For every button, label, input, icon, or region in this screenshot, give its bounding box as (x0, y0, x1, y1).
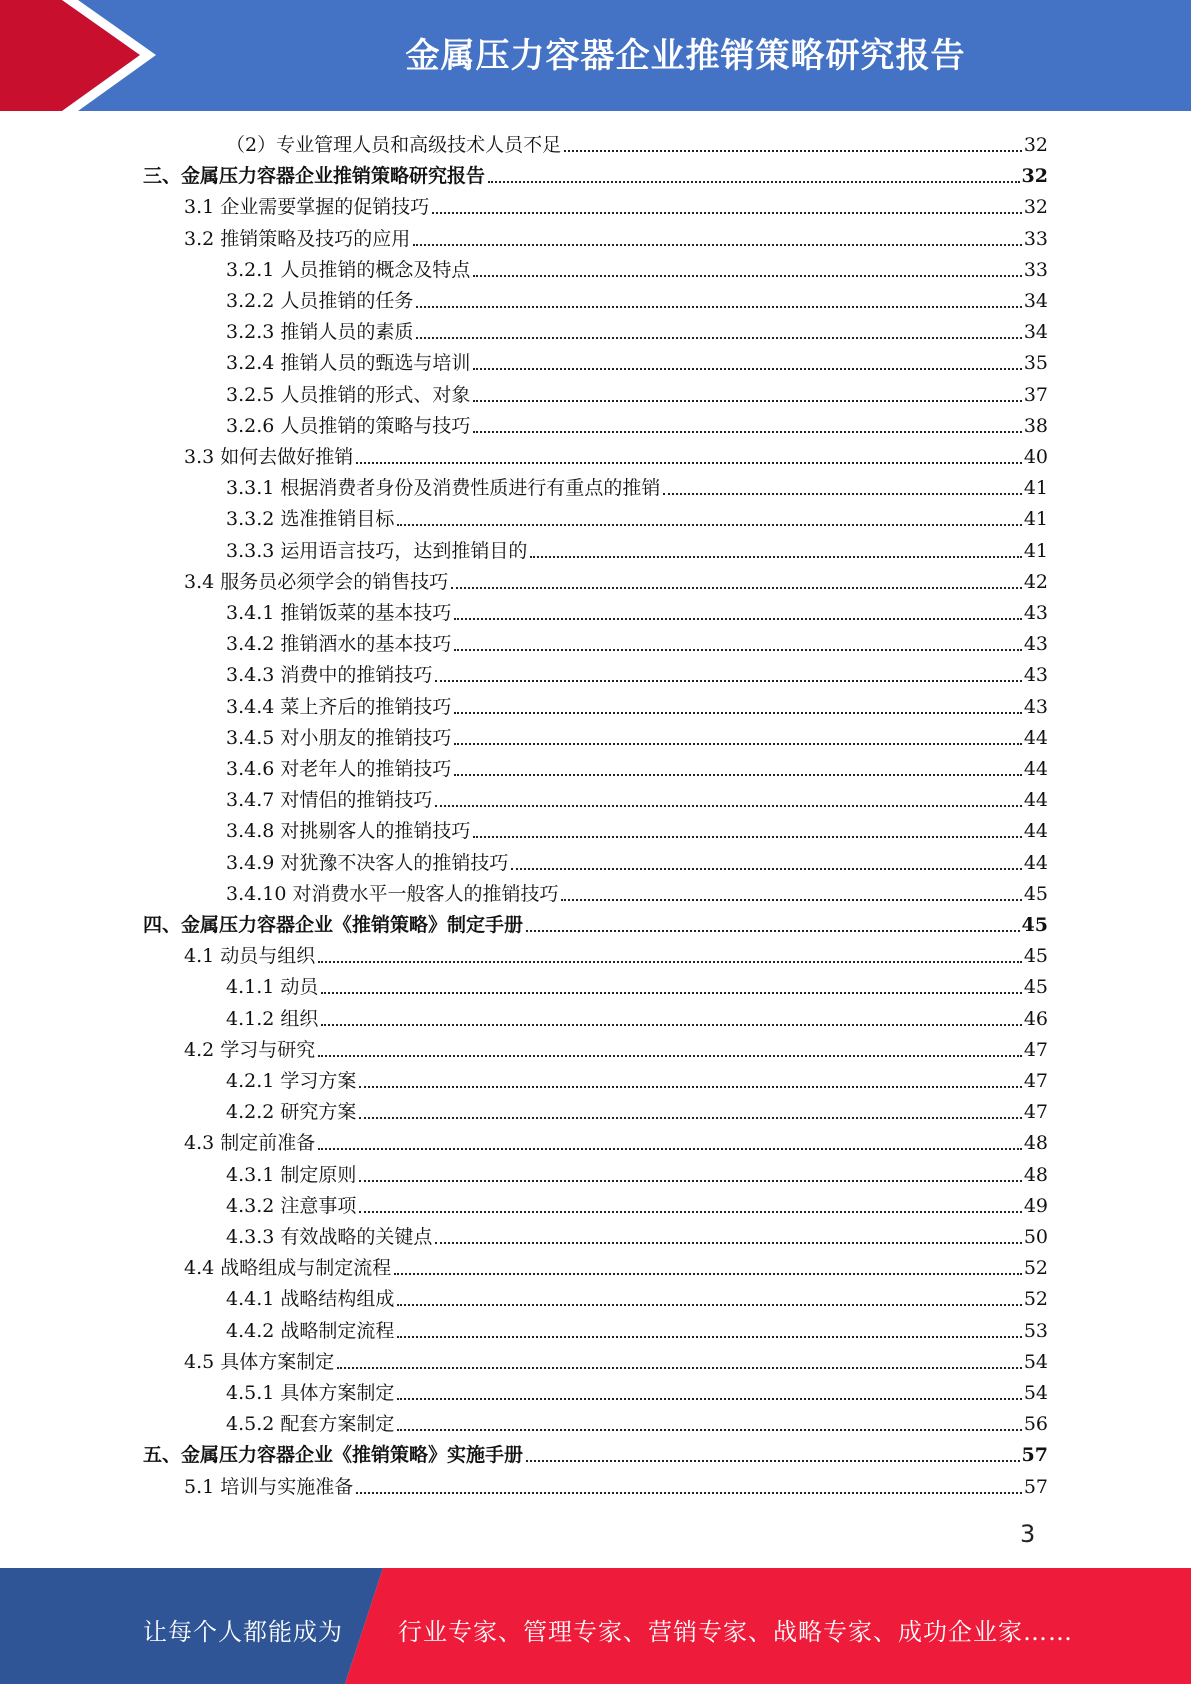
toc-entry-number: 3.4.6 (226, 758, 275, 780)
toc-entry-page: 48 (1023, 1163, 1048, 1186)
toc-entry-number: 3.2.4 (226, 352, 275, 375)
toc-entry-title: 四、金属压力容器企业《推销策略》制定手册 (143, 914, 524, 936)
toc-entry-number: 4.3.2 (226, 1194, 275, 1217)
toc-dot-leader (359, 1085, 1021, 1088)
toc-entry[interactable] (0, 564, 1191, 595)
toc-dot-leader (564, 149, 1022, 152)
toc-entry-title: 对情侣的推销技巧 (280, 789, 433, 812)
toc-entry[interactable] (0, 1032, 1191, 1063)
toc-entry[interactable] (0, 1250, 1191, 1281)
toc-entry-title: 推销酒水的基本技巧 (280, 633, 452, 656)
toc-dot-leader (359, 1210, 1021, 1213)
toc-entry-title: 学习与研究 (220, 1038, 316, 1061)
toc-entry-page: 47 (1023, 1038, 1048, 1061)
toc-entry-title: 服务员必须学会的销售技巧 (220, 570, 449, 593)
toc-entry-page: 47 (1023, 1101, 1048, 1124)
toc-entry-number: 3.4.10 (226, 882, 287, 905)
toc-entry[interactable] (0, 969, 1191, 1000)
toc-entry-number: 3.4 (184, 570, 215, 593)
toc-dot-leader (397, 523, 1021, 526)
toc-entry[interactable] (0, 845, 1191, 876)
toc-entry-page: 56 (1023, 1413, 1048, 1436)
toc-entry-page: 52 (1023, 1257, 1048, 1280)
toc-entry-page: 43 (1023, 664, 1048, 687)
toc-entry-number: 4.4 (184, 1257, 215, 1280)
toc-entry-number: 3.4.1 (226, 602, 275, 624)
toc-entry-number: 4.2.2 (226, 1101, 275, 1124)
toc-entry-page: 45 (1023, 945, 1048, 968)
toc-entry-number: 4.5.2 (226, 1413, 275, 1436)
toc-entry-number: 4.1.2 (226, 1007, 275, 1030)
toc-entry-number: 3.2.6 (226, 414, 275, 437)
toc-dot-leader (318, 960, 1022, 963)
toc-entry-title: 推销饭菜的基本技巧 (280, 602, 452, 624)
toc-entry[interactable] (0, 595, 1191, 626)
toc-entry-page: 54 (1023, 1382, 1048, 1404)
toc-entry-title: 注意事项 (280, 1194, 357, 1217)
toc-entry[interactable] (0, 876, 1191, 907)
toc-dot-leader (435, 804, 1021, 807)
toc-entry[interactable] (0, 1469, 1191, 1500)
toc-entry-number: 3.4.2 (226, 633, 275, 656)
toc-entry[interactable] (0, 377, 1191, 408)
toc-entry-page: 40 (1023, 446, 1048, 468)
toc-dot-leader (394, 1272, 1022, 1275)
toc-entry[interactable] (0, 283, 1191, 314)
toc-entry-title: （2）专业管理人员和高级技术人员不足 (226, 134, 562, 156)
toc-entry-page: 48 (1023, 1132, 1048, 1155)
toc-dot-leader (321, 1023, 1021, 1026)
toc-entry-page: 34 (1023, 321, 1048, 344)
toc-entry[interactable] (0, 1125, 1191, 1156)
toc-entry[interactable] (0, 1406, 1191, 1437)
toc-entry[interactable] (0, 1219, 1191, 1250)
toc-entry-title: 如何去做好推销 (220, 446, 354, 468)
toc-entry-title: 消费中的推销技巧 (280, 664, 433, 687)
toc-dot-leader (473, 835, 1021, 838)
toc-entry-page: 34 (1023, 290, 1048, 312)
toc-entry-title: 推销人员的甄选与培训 (280, 352, 471, 375)
toc-entry-number: 4.1 (184, 945, 215, 968)
toc-entry-title: 运用语言技巧，达到推销目的 (280, 539, 528, 562)
toc-entry-page: 47 (1023, 1070, 1048, 1092)
toc-dot-leader (435, 1241, 1021, 1244)
toc-entry-number: 3.2 (184, 227, 215, 250)
toc-entry-page: 41 (1023, 508, 1048, 531)
toc-dot-leader (526, 1459, 1020, 1462)
toc-entry-number: 4.4.1 (226, 1288, 275, 1311)
toc-entry-title: 对犹豫不决客人的推销技巧 (280, 851, 509, 874)
toc-entry-number: 4.4.2 (226, 1319, 275, 1342)
toc-dot-leader (413, 243, 1022, 246)
toc-dot-leader (321, 991, 1021, 994)
toc-entry-title: 组织 (280, 1007, 319, 1030)
toc-dot-leader (356, 461, 1022, 464)
toc-entry-page: 54 (1023, 1350, 1048, 1373)
toc-dot-leader (473, 274, 1021, 277)
toc-dot-leader (397, 1428, 1021, 1431)
toc-dot-leader (473, 399, 1021, 402)
toc-dot-leader (432, 211, 1022, 214)
toc-entry-page: 52 (1023, 1288, 1048, 1311)
toc-entry-number: 3.4.9 (226, 851, 275, 874)
toc-entry-title: 战略结构组成 (280, 1288, 395, 1311)
toc-entry-page: 43 (1023, 695, 1048, 718)
footer-slogan-right: 行业专家、管理专家、营销专家、战略专家、成功企业家…… (398, 1618, 1073, 1646)
toc-entry-page: 44 (1023, 851, 1048, 874)
toc-entry-title: 根据消费者身份及消费性质进行有重点的推销 (280, 477, 661, 500)
toc-entry-title: 动员与组织 (220, 945, 316, 968)
toc-entry-number: 4.2.1 (226, 1070, 275, 1092)
toc-entry-title: 人员推销的概念及特点 (280, 258, 471, 281)
toc-entry[interactable] (0, 1094, 1191, 1125)
toc-entry-title: 人员推销的任务 (280, 290, 414, 312)
toc-entry-page: 57 (1021, 1444, 1048, 1467)
toc-entry-title: 推销策略及技巧的应用 (220, 227, 411, 250)
toc-entry-page: 32 (1023, 196, 1048, 219)
toc-entry-page: 43 (1023, 602, 1048, 624)
toc-entry-page: 45 (1023, 976, 1048, 999)
footer-band (0, 1568, 1191, 1684)
toc-dot-leader (416, 336, 1021, 339)
toc-entry-page: 50 (1023, 1226, 1048, 1248)
toc-entry-page: 43 (1023, 633, 1048, 656)
toc-dot-leader (511, 867, 1021, 870)
toc-entry[interactable] (0, 1281, 1191, 1312)
toc-dot-leader (454, 742, 1021, 745)
toc-entry[interactable] (0, 533, 1191, 564)
toc-entry[interactable] (0, 938, 1191, 969)
toc-entry[interactable] (0, 1344, 1191, 1375)
toc-entry-page: 44 (1023, 758, 1048, 780)
toc-entry[interactable] (0, 408, 1191, 439)
toc-entry-title: 动员 (280, 976, 319, 999)
toc-entry-page: 45 (1021, 914, 1048, 936)
toc-entry-number: 3.4.4 (226, 695, 275, 718)
toc-entry-page: 45 (1023, 882, 1048, 905)
toc-entry-number: 3.2.3 (226, 321, 275, 344)
toc-entry-title: 推销人员的素质 (280, 321, 414, 344)
toc-entry-page: 44 (1023, 789, 1048, 812)
toc-entry[interactable] (0, 720, 1191, 751)
toc-entry-number: 3.2.1 (226, 258, 275, 281)
toc-dot-leader (473, 367, 1021, 370)
toc-dot-leader (318, 1054, 1022, 1057)
toc-entry[interactable] (0, 907, 1191, 938)
toc-entry-title: 菜上齐后的推销技巧 (280, 695, 452, 718)
toc-entry[interactable] (0, 1188, 1191, 1219)
toc-dot-leader (397, 1303, 1021, 1306)
toc-entry[interactable] (0, 501, 1191, 532)
toc-entry-page: 32 (1021, 165, 1048, 188)
toc-entry-page: 41 (1023, 477, 1048, 500)
toc-entry[interactable] (0, 252, 1191, 283)
toc-entry-title: 对消费水平一般客人的推销技巧 (292, 882, 559, 905)
toc-entry-page: 33 (1023, 258, 1048, 281)
toc-entry[interactable] (0, 657, 1191, 688)
toc-entry[interactable] (0, 1375, 1191, 1406)
toc-dot-leader (454, 773, 1021, 776)
toc-entry-number: 3.3.3 (226, 539, 275, 562)
toc-entry-number: 3.4.8 (226, 820, 275, 843)
toc-entry[interactable] (0, 782, 1191, 813)
toc-entry[interactable] (0, 314, 1191, 345)
toc-entry-title: 培训与实施准备 (220, 1475, 354, 1498)
toc-entry-number: 4.3.1 (226, 1163, 275, 1186)
toc-entry-number: 3.4.7 (226, 789, 275, 812)
toc-entry-title: 具体方案制定 (220, 1350, 335, 1373)
toc-entry[interactable] (0, 626, 1191, 657)
toc-entry-page: 33 (1023, 227, 1048, 250)
toc-entry[interactable] (0, 221, 1191, 252)
toc-dot-leader (359, 1116, 1021, 1119)
toc-entry-page: 46 (1023, 1007, 1048, 1030)
toc-entry-number: 3.4.5 (226, 726, 275, 749)
toc-dot-leader (526, 929, 1020, 932)
toc-dot-leader (356, 1491, 1022, 1494)
toc-dot-leader (454, 711, 1021, 714)
toc-dot-leader (318, 1147, 1022, 1150)
toc-entry-page: 57 (1023, 1475, 1048, 1498)
toc-entry-title: 制定原则 (280, 1163, 357, 1186)
toc-entry-number: 4.3.3 (226, 1226, 275, 1248)
toc-entry-page: 49 (1023, 1194, 1048, 1217)
toc-dot-leader (397, 1335, 1021, 1338)
toc-entry-number: 4.5.1 (226, 1382, 275, 1404)
toc-entry-number: 3.4.3 (226, 664, 275, 687)
toc-entry[interactable] (0, 439, 1191, 470)
toc-entry-title: 三、金属压力容器企业推销策略研究报告 (143, 165, 486, 188)
toc-entry-title: 具体方案制定 (280, 1382, 395, 1404)
toc-entry-title: 人员推销的策略与技巧 (280, 414, 471, 437)
toc-entry-title: 有效战略的关键点 (280, 1226, 433, 1248)
toc-entry[interactable] (0, 1437, 1191, 1468)
toc-dot-leader (435, 679, 1021, 682)
toc-entry-title: 五、金属压力容器企业《推销策略》实施手册 (143, 1444, 524, 1467)
toc-entry-title: 战略制定流程 (280, 1319, 395, 1342)
toc-entry-title: 对小朋友的推销技巧 (280, 726, 452, 749)
toc-entry[interactable] (0, 751, 1191, 782)
toc-entry-page: 32 (1023, 134, 1048, 156)
page-number: 3 (1020, 1520, 1036, 1548)
toc-entry[interactable] (0, 1063, 1191, 1094)
toc-entry[interactable] (0, 470, 1191, 501)
header-band (0, 0, 1191, 111)
toc-dot-leader (454, 648, 1021, 651)
toc-entry[interactable] (0, 689, 1191, 720)
toc-entry-number: 3.2.5 (226, 383, 275, 406)
toc-dot-leader (454, 617, 1021, 620)
toc-entry-number: 4.1.1 (226, 976, 275, 999)
toc-dot-leader (451, 586, 1022, 589)
toc-entry[interactable] (0, 813, 1191, 844)
toc-entry-title: 配套方案制定 (280, 1413, 395, 1436)
toc-entry[interactable] (0, 158, 1191, 189)
toc-dot-leader (359, 1179, 1021, 1182)
toc-entry[interactable] (0, 1157, 1191, 1188)
toc-dot-leader (561, 898, 1021, 901)
toc-dot-leader (337, 1366, 1022, 1369)
toc-dot-leader (530, 555, 1021, 558)
toc-entry-title: 制定前准备 (220, 1132, 316, 1155)
toc-entry-number: 3.3.1 (226, 477, 275, 500)
footer-slogan-left: 让每个人都能成为 (143, 1618, 343, 1646)
toc-entry-title: 对挑剔客人的推销技巧 (280, 820, 471, 843)
toc-entry-title: 对老年人的推销技巧 (280, 758, 452, 780)
toc-entry[interactable] (0, 345, 1191, 376)
toc-dot-leader (488, 180, 1020, 183)
toc-entry-number: 3.3 (184, 446, 215, 468)
toc-entry[interactable] (0, 189, 1191, 220)
toc-entry-title: 企业需要掌握的促销技巧 (220, 196, 430, 219)
toc-entry-title: 战略组成与制定流程 (220, 1257, 392, 1280)
toc-entry-number: 3.2.2 (226, 290, 275, 312)
toc-entry-number: 3.1 (184, 196, 215, 219)
toc-entry[interactable] (0, 127, 1191, 158)
toc-dot-leader (397, 1397, 1021, 1400)
toc-entry-number: 4.5 (184, 1350, 215, 1373)
toc-entry-number: 3.3.2 (226, 508, 275, 531)
toc-entry-title: 研究方案 (280, 1101, 357, 1124)
toc-entry-number: 4.3 (184, 1132, 215, 1155)
toc-entry[interactable] (0, 1001, 1191, 1032)
toc-entry-page: 53 (1023, 1319, 1048, 1342)
toc-entry-number: 5.1 (184, 1475, 215, 1498)
toc-entry-page: 41 (1023, 539, 1048, 562)
header-title: 金属压力容器企业推销策略研究报告 (405, 36, 966, 76)
toc-entry-number: 4.2 (184, 1038, 215, 1061)
toc-entry-title: 选准推销目标 (280, 508, 395, 531)
toc-entry-page: 38 (1023, 414, 1048, 437)
toc-entry-page: 44 (1023, 726, 1048, 749)
toc-dot-leader (473, 430, 1021, 433)
toc-dot-leader (416, 305, 1021, 308)
toc-entry-page: 44 (1023, 820, 1048, 843)
toc-dot-leader (663, 492, 1021, 495)
toc-entry-page: 35 (1023, 352, 1048, 375)
toc-entry-title: 人员推销的形式、对象 (280, 383, 471, 406)
toc-entry-page: 42 (1023, 570, 1048, 593)
toc-entry[interactable] (0, 1313, 1191, 1344)
toc-entry-page: 37 (1023, 383, 1048, 406)
toc-entry-title: 学习方案 (280, 1070, 357, 1092)
